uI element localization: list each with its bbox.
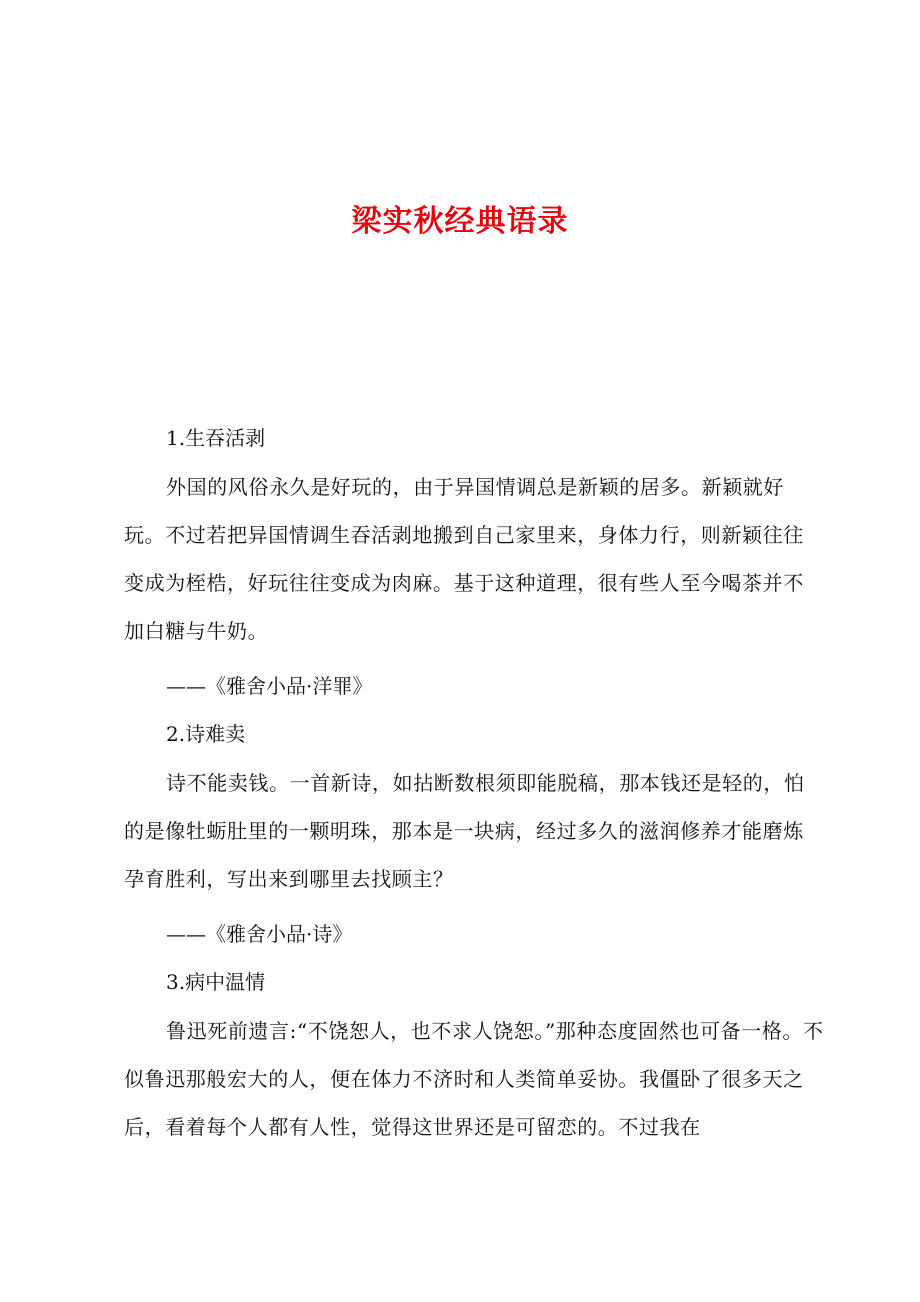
- quote-section-3: [124, 966, 824, 1151]
- quote-section-2: [124, 718, 824, 951]
- section-source: ——《雅舍小品·洋罪》: [166, 674, 373, 698]
- section-paragraph: 鲁迅死前遗言:“不饶恕人，也不求人饶恕。”那种态度固然也可备一格。不似鲁迅那般宏大的人，便在体力不济时和人类简单妥协。我僵卧了很多天之后，看着每个人都有人性，觉得这世界还是可留恋的。不过我在: [124, 1019, 824, 1139]
- document-title: 梁实秋经典语录: [351, 204, 569, 239]
- section-heading: 1.生吞活剥: [166, 426, 266, 450]
- section-source: ——《雅舍小品·诗》: [166, 922, 353, 946]
- document-body: [124, 422, 824, 1166]
- section-heading: 2.诗难卖: [166, 722, 246, 746]
- section-heading: 3.病中温情: [166, 970, 266, 994]
- quote-section-1: [124, 422, 824, 703]
- section-paragraph: 诗不能卖钱。一首新诗，如拈断数根须即能脱稿，那本钱还是轻的，怕的是像牡蛎肚里的一颗明珠，那本是一块病，经过多久的滋润修养才能磨炼孕育胜利，写出来到哪里去找顾主？: [124, 771, 805, 891]
- section-paragraph: 外国的风俗永久是好玩的，由于异国情调总是新颖的居多。新颖就好玩。不过若把异国情调生吞活剥地搬到自己家里来，身体力行，则新颖往往变成为桎梏，好玩往往变成为肉麻。基于这种道理，很有些人至今喝茶并不加白糖与牛奶。: [124, 475, 804, 643]
